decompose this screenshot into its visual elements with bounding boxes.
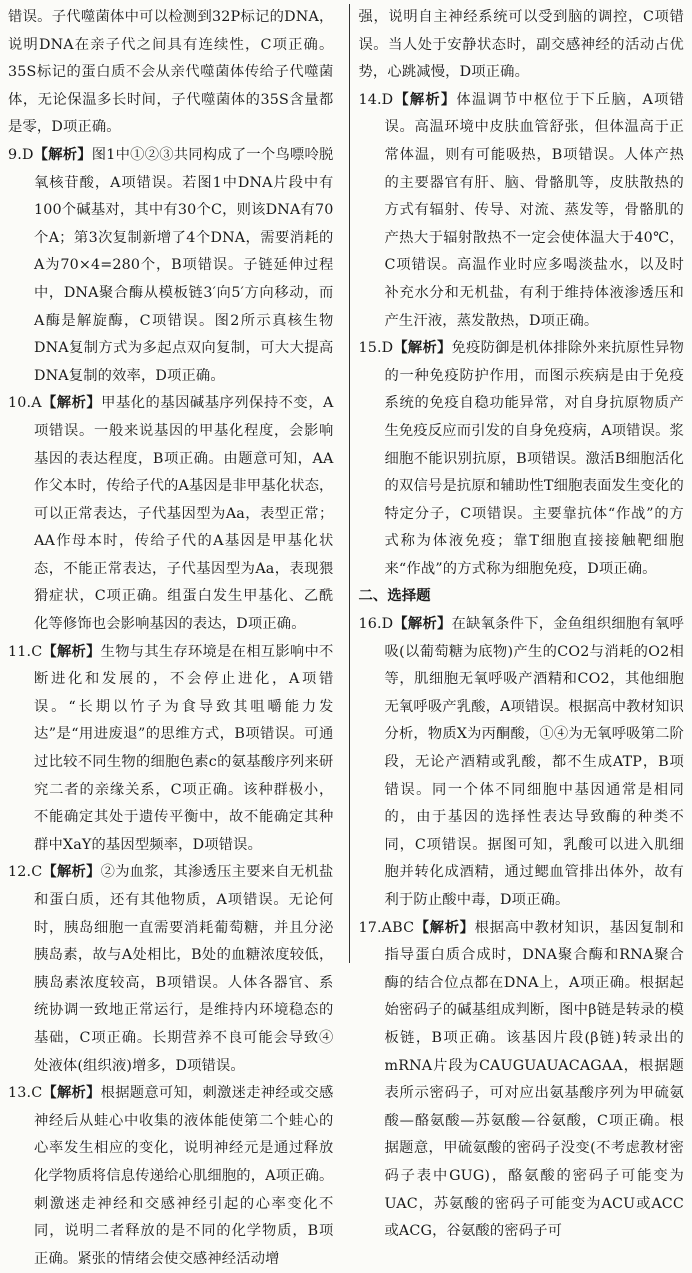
- analysis-tag: 【解析】: [42, 864, 101, 881]
- item-answer: C: [31, 864, 43, 881]
- item-number: 12.: [8, 864, 32, 881]
- analysis-tag: 【解析】: [41, 395, 102, 412]
- item-answer: C: [31, 643, 43, 660]
- answer-item-9: [8, 142, 334, 390]
- item-answer: C: [31, 1085, 43, 1102]
- item-number: 15.: [358, 340, 382, 357]
- analysis-tag: 【解析】: [393, 91, 457, 108]
- item-answer: A: [31, 395, 42, 412]
- item-answer: D: [381, 340, 394, 357]
- item-number: 17.: [358, 919, 382, 936]
- item-answer: D: [381, 91, 394, 108]
- item-text: 甲基化的基因碱基序列保持不变，A项错误。一般来说基因的甲基化程度，会影响基因的表达程度，B项正确。由题意可知，AA作父本时，传给子代的A基因是非甲基化状态，可以正常表达，子代基因型为Aa，表型正常；AA作母本时，传给子代的A基因是甲基化状态，不能正常表达，子代基因型为Aa，表现猥猾症状，C项正确。组蛋白发生甲基化、乙酰化等修饰也会影响基因的表达，D项正确。: [34, 395, 334, 633]
- right-column: [355, 4, 684, 1240]
- analysis-tag: 【解析】: [393, 340, 452, 357]
- column-divider: [349, 4, 350, 963]
- item-text: 体温调节中枢位于下丘脑，A项错误。高温环境中皮肤血管舒张，但体温高于正常体温，则有可能吸热，B项错误。人体产热的主要器官有肝、脑、骨骼肌等，皮肤散热的方式有辐射、传导、对流、蒸发等，骨骼肌的产热大于辐射散热不一定会使体温大于40℃，C项错误。高温作业时应多喝淡盐水，以及时补充水分和无机盐，有利于维持体液渗透压和产生汗液，蒸发散热，D项正确。: [384, 91, 684, 329]
- item-number: 10.: [8, 395, 32, 412]
- answer-item-14: [358, 87, 684, 335]
- continued-paragraph: 错误。子代噬菌体中可以检测到32P标记的DNA，说明DNA在亲子代之间具有连续性，C项正确。35S标记的蛋白质不会从亲代噬菌体传给子代噬菌体，无论保温多长时间，子代噬菌体的35S含量都是零，D项正确。: [8, 9, 334, 136]
- answer-item-15: [358, 335, 684, 583]
- left-item-list: [8, 142, 334, 1273]
- item-text: 根据高中教材知识，基因复制和指导蛋白质合成时，DNA聚合酶和RNA聚合酶的结合位点都在DNA上，A项正确。根据起始密码子的碱基组成判断，图中β链是转录的模板链，B项正确。该基因片段(β链)转录出的mRNA片段为CAUGUAUACAGAA，根据题表所示密码子，可对应出氨基酸序列为甲硫氨酸—酪氨酸—苏氨酸—谷氨酸，C项正确。根据题意，甲硫氨酸的密码子没变(不考虑教材密码子表中GUG)，酪氨酸的密码子可能变为UAC，苏氨酸的密码子可能变为ACU或ACC或ACG，谷氨酸的密码子可: [384, 919, 684, 1240]
- item-text: 图1中①②③共同构成了一个鸟嘌呤脱氧核苷酸，A项错误。若图1中DNA片段中有100个碱基对，其中有30个C，则该DNA有70个A；第3次复制新增了4个DNA，需要消耗的A为70×4=280个，B项错误。子链延伸过程中，DNA聚合酶从模板链3′向5′方向移动，而A酶是解旋酶，C项错误。图2所示真核生物DNA复制方式为多起点双向复制，可大大提高DNA复制的效率，D项正确。: [34, 146, 334, 384]
- analysis-tag: 【解析】: [42, 1085, 101, 1102]
- item-text: 在缺氧条件下，金鱼组织细胞有氧呼吸(以葡萄糖为底物)产生的CO2与消耗的O2相等，肌细胞无氧呼吸产酒精和CO2，其他细胞无氧呼吸产乳酸，A项错误。根据高中教材知识分析，物质X为丙酮酸，①④为无氧呼吸第二阶段，无论产酒精或乳酸，都不生成ATP，B项错误。同一个体不同细胞中基因通常是相同的，由于基因的选择性表达导致酶的种类不同，C项错误。据图可知，乳酸可以进入肌细胞并转化成酒精，通过鳃血管排出体外，故有利于防止酸中毒，D项正确。: [384, 616, 684, 908]
- right-item-list: [358, 87, 684, 584]
- item-number: 11.: [8, 643, 32, 660]
- analysis-tag: 【解析】: [42, 643, 101, 660]
- answer-item-13: [8, 1080, 334, 1273]
- answer-item-11: [8, 639, 334, 860]
- analysis-tag: 【解析】: [33, 146, 92, 163]
- item-text: 根据题意可知，刺激迷走神经或交感神经后从蛙心中收集的液体能使第二个蛙心的心率发生相应的变化，说明神经元是通过释放化学物质将信息传递给心肌细胞的，A项正确。刺激迷走神经和交感神经引起的心率变化不同，说明二者释放的是不同的化学物质，B项正确。紧张的情绪会使交感神经活动增: [34, 1085, 334, 1267]
- analysis-tag: 【解析】: [393, 616, 452, 633]
- answer-item-12: [8, 859, 334, 1080]
- item-number: 9.: [8, 146, 22, 163]
- item-number: 16.: [358, 616, 382, 633]
- section-title: 二、选择题: [358, 588, 431, 605]
- analysis-tag: 【解析】: [414, 919, 475, 936]
- item-number: 14.: [358, 91, 382, 108]
- item-answer: D: [21, 146, 34, 163]
- continued-paragraph: 强，说明自主神经系统可以受到脑的调控，C项错误。当人处于安静状态时，副交感神经的活动占优势，心跳减慢，D项正确。: [358, 9, 684, 81]
- answer-item-17: [358, 915, 684, 1246]
- left-column: [8, 4, 343, 1267]
- item-number: 13.: [8, 1085, 32, 1102]
- answer-item-10: [8, 390, 334, 638]
- answer-item-16: [358, 611, 684, 915]
- right-item-list-2: [358, 611, 684, 1246]
- item-text: 生物与其生存环境是在相互影响中不断进化和发展的，不会停止进化，A项错误。“长期以竹子为食导致其咀嚼能力发达”是“用进废退”的思维方式，B项错误。可通过比较不同生物的细胞色素c的氨基酸序列来研究二者的亲缘关系，C项正确。该种群极小，不能确定其处于遗传平衡中，故不能确定其种群中XaY的基因型频率，D项错误。: [34, 643, 334, 853]
- item-answer: D: [381, 616, 394, 633]
- item-answer: ABC: [381, 919, 415, 936]
- item-text: 免疫防御是机体排除外来抗原性异物的一种免疫防护作用，而图示疾病是由于免疫系统的免疫自稳功能异常，对自身抗原物质产生免疫反应而引发的自身免疫病，A项错误。浆细胞不能识别抗原，B项错误。激活B细胞活化的双信号是抗原和辅助性T细胞表面发生变化的特定分子，C项错误。主要靠抗体“作战”的方式称为体液免疫；靠T细胞直接接触靶细胞来“作战”的方式称为细胞免疫，D项正确。: [384, 340, 684, 577]
- item-text: ②为血浆，其渗透压主要来自无机盐和蛋白质，还有其他物质，A项错误。无论何时，胰岛细胞一直需要消耗葡萄糖，并且分泌胰岛素，故与A处相比，B处的血糖浓度较低，胰岛素浓度较高，B项错误。人体各器官、系统协调一致地正常运行，是维持内环境稳态的基础，C项正确。长期营养不良可能会导致④处液体(组织液)增多，D项错误。: [34, 864, 334, 1074]
